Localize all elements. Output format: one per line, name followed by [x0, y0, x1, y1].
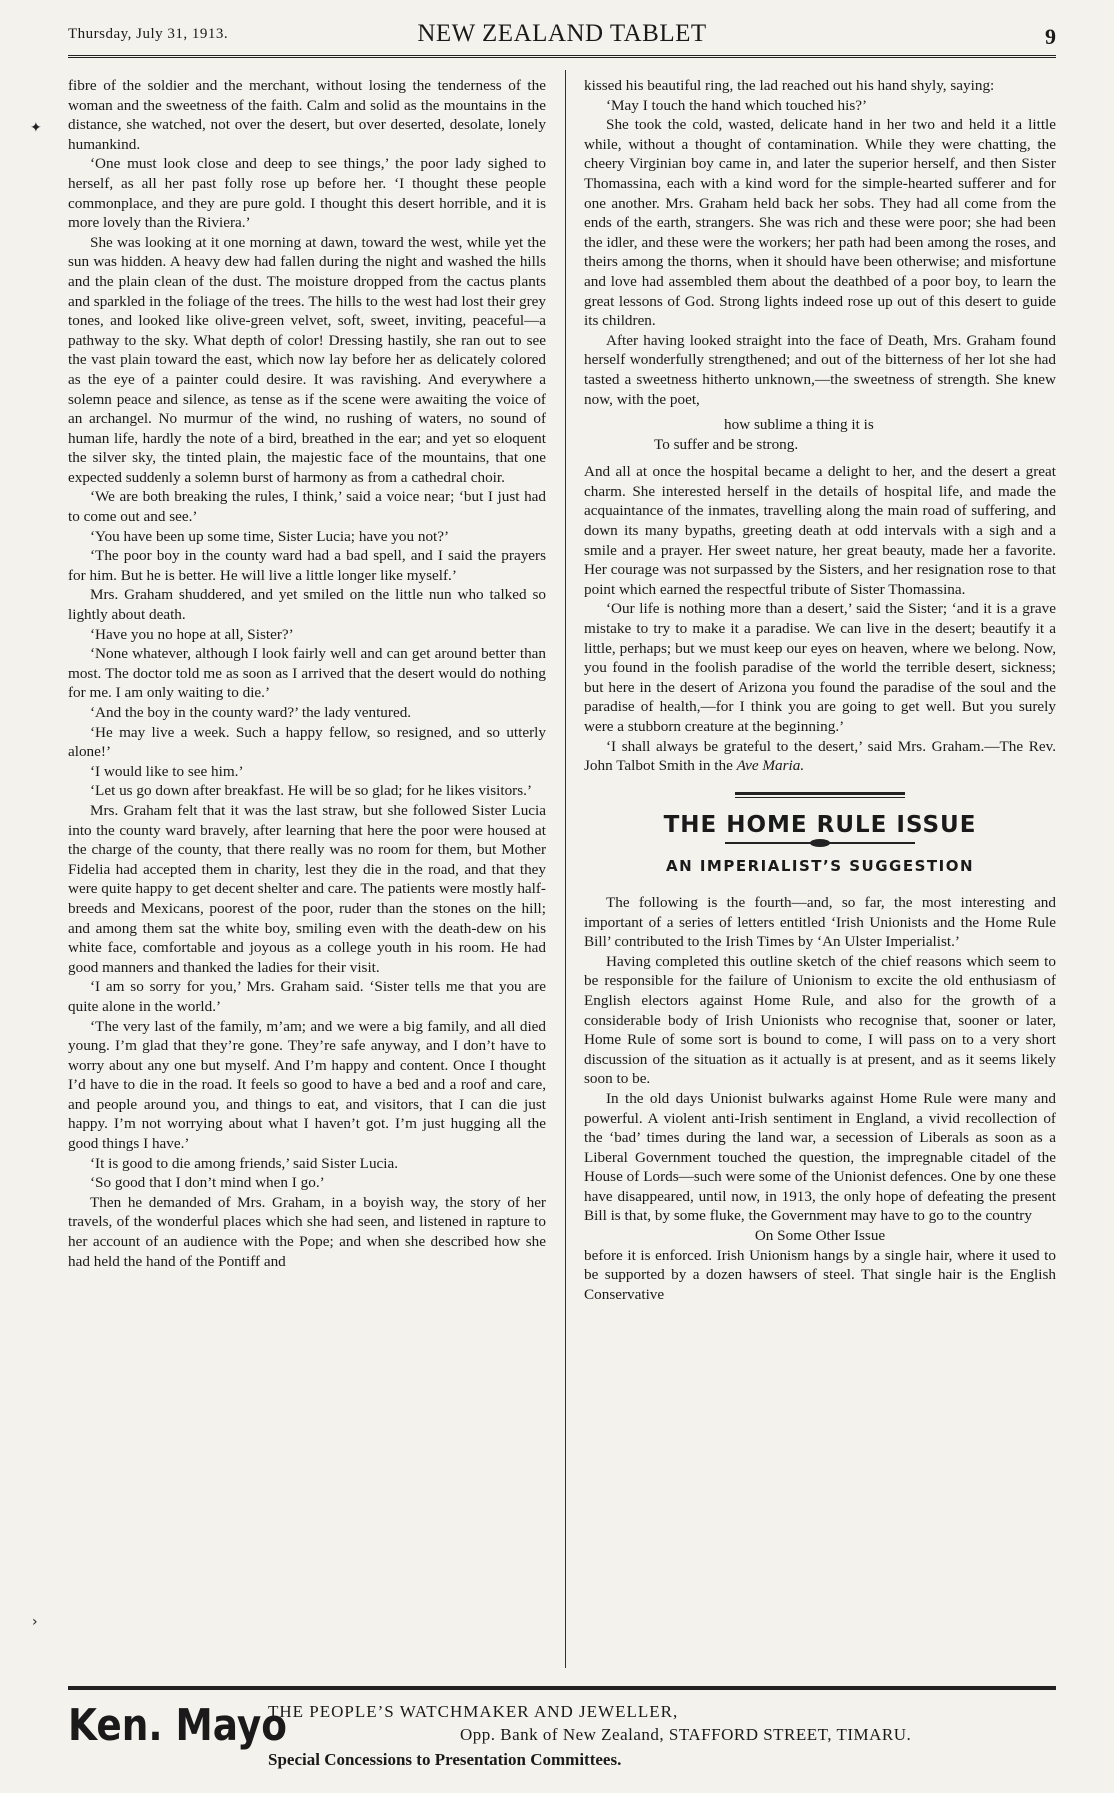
- paragraph: fibre of the soldier and the merchant, without losing the tenderness of the woman and the sweetness of the faith. Calm and solid as the mountains in the distance, she watched, not over the desert, but over deserted, desolate, lonely humankind.: [68, 77, 546, 153]
- issue-date: Thursday, July 31, 1913.: [68, 26, 229, 42]
- advertisement: [68, 1700, 1056, 1780]
- paragraph: ‘Have you no hope at all, Sister?’: [90, 625, 294, 643]
- left-column: [68, 76, 546, 1664]
- paragraph: kissed his beautiful ring, the lad reached out his hand shyly, saying:: [584, 77, 995, 94]
- paragraph: ‘You have been up some time, Sister Lucia; have you not?’: [90, 527, 450, 545]
- paragraph: And all at once the hospital became a delight to her, and the desert a great charm. She interested herself in the details of hospital life, and made the acquaintance of the inmates, travelling along the main road of suffering, and down its many bypaths, greeting death at odd intervals with a sigh and a smile and a prayer. Her sweet nature, her great beauty, made her a favorite. Her courage was not surpassed by the Sisters, and her resignation rose to that point which earned the respectful tribute of Sister Thomassina.: [584, 463, 1056, 598]
- paragraph: Then he demanded of Mrs. Graham, in a boyish way, the story of her travels, of the wonderful places which she had seen, and listened in rapture to her account of an audience with the Pope; and when she described how she had held the hand of the Pontiff and: [68, 1193, 546, 1270]
- paragraph: ‘And the boy in the county ward?’ the lady ventured.: [90, 704, 412, 721]
- paragraph: ‘None whatever, although I look fairly well and can get around better than most. The doctor told me as soon as I arrived that the desert would do nothing for me. I am only waiting to die.’: [68, 645, 546, 702]
- ad-tagline: THE PEOPLE’S WATCHMAKER AND JEWELLER,: [268, 1702, 679, 1721]
- right-column: [584, 76, 1056, 1664]
- paragraph: ‘Our life is nothing more than a desert,’ said the Sister; ‘and it is a grave mistake to try to make it a paradise. We can live in the desert; beautify it a little, perhaps; but we must keep our eyes on heaven, where we belong. Now, you found in the foolish paradise of the world the terrible desert, sickness; but here in the desert of Arizona you found the paradise of the soul and the paradise of health,—for I think you are going to get well. But you surely were a stubborn creature at the beginning.’: [584, 600, 1056, 735]
- source-publication: Ave Maria.: [736, 757, 805, 775]
- paragraph: ‘I would like to see him.’: [90, 762, 244, 780]
- paragraph: ‘May I touch the hand which touched his?’: [606, 96, 868, 114]
- ad-offer: Special Concessions to Presentation Committees.: [268, 1750, 622, 1769]
- paragraph: In the old days Unionist bulwarks against Home Rule were many and powerful. A violent anti-Irish sentiment in England, a vivid recollection of the ‘bad’ times during the land war, a secession of Liberals as soon as a Liberal Government touched the question, the impregnable citadel of the House of Lords—such were some of the Unionist defences. One by one these have disappeared, until now, in 1913, the only hope of defeating the present Bill is that, by some fluke, the Government may have to go to the country: [584, 1089, 1056, 1225]
- paragraph: ‘We are both breaking the rules, I think,’ said a voice near; ‘but I just had to come out and see.’: [68, 488, 546, 526]
- margin-mark: ›: [32, 1614, 38, 1630]
- paragraph: She was looking at it one morning at dawn, toward the west, while yet the sun was hidden. A heavy dew had fallen during the night and washed the hills and the plain clean of the dust. The moisture dropped from the cactus plants and sparkled in the foliage of the trees. The hills to the west had lost their grey tones, and looked like olive-green velvet, soft, sweet, inviting, peaceful—a pathway to the sky. What depth of color! Dressing hastily, she ran out to see the vast plain toward the east, which now lay before her as delicately colored as the eye of a painter could desire. It was ravishing. And everywhere a solemn peace and silence, as tense as if the scene were awaiting the voice of an archangel. No murmur of the wind, no rushing of waters, no sound of human life, hardly the note of a bird, breathed in the ear; and yet so eloquent the silver sky, the tinted plain, the majestic face of the mountains, that one expected suddenly a solemn burst of harmony as from a cathedral choir.: [68, 233, 546, 486]
- title-ornament: [725, 839, 915, 847]
- verse-line: how sublime a thing it is: [724, 416, 874, 434]
- paragraph: The following is the fourth—and, so far, the most interesting and important of a series of letters entitled ‘Irish Unionists and the Home Rule Bill’ contributed to the Irish Times by ‘An Ulster Imperialist.’: [584, 893, 1056, 951]
- column-divider: [565, 70, 566, 1668]
- ad-address: Opp. Bank of New Zealand, STAFFORD STREET, TIMARU.: [460, 1725, 912, 1744]
- paragraph: ‘Let us go down after breakfast. He will be so glad; for he likes visitors.’: [90, 782, 533, 800]
- paragraph: She took the cold, wasted, delicate hand in her two and held it a little while, without a thought of contamination. While they were chatting, the cheery Virginian boy came in, and later the superior herself, and then Sister Thomassina, each with a kind word for the simple-hearted sufferer and for one another. Mrs. Graham held back her sobs. They had all come from the ends of the earth, strangers. She was rich and these were poor; she had been the idler, and these were the workers; her path had been among the roses, and theirs among the thorns, when it should have been otherwise; and misfortune and love had assembled them about the deathbed of a poor boy, to learn the great lessons of God. Strong lights indeed rose up out of this desert to guide its children.: [584, 116, 1056, 330]
- closing-text: ‘I shall always be grateful to the desert,’ said Mrs. Graham.—The Rev. John Talbot Smith in the: [584, 737, 1056, 775]
- header-rule: [68, 55, 1056, 58]
- closing-paragraph: [584, 737, 1056, 776]
- paragraph: ‘The very last of the family, m’am; and we were a big family, and all died young. I’m glad that they’re gone. They’re safe anyway, and I don’t have to worry about any one but myself. And I’m happy and content. Once I thought I’d have to die in the road. It feels so good to have a bed and a roof and care, and people around you, and things to eat, and visitors, that I can die just happy. I’m not worrying about what I haven’t got. I’m just hugging all the good things I have.’: [68, 1017, 546, 1153]
- paragraph: before it is enforced. Irish Unionism hangs by a single hair, where it used to be supported by a dozen hawsers of steel. That single hair is the English Conservative: [584, 1246, 1056, 1303]
- paragraph: Mrs. Graham felt that it was the last straw, but she followed Sister Lucia into the county ward bravely, after learning that here the poor were housed at the charge of the county, that there really was no room for them, but Mother Fidelia had accepted them in charity, lest they die in the road, and that they were quite happy to get decent shelter and care. The patients were mostly half-breeds and Mexicans, poorest of the poor, ruder than the stones on the hill; and among them sat the white boy, smiling even with the death-dew on his white face, comfortable and joyous as a college youth in his room. He had good manners and thanked the ladies for their visit.: [68, 801, 546, 976]
- paragraph: ‘He may live a week. Such a happy fellow, so resigned, and so utterly alone!’: [68, 723, 546, 761]
- page-header: [68, 18, 1056, 54]
- margin-mark: ✦: [30, 120, 42, 136]
- article-subtitle: AN IMPERIALIST’S SUGGESTION: [665, 857, 975, 876]
- paragraph: ‘One must look close and deep to see things,’ the poor lady sighed to herself, as all her past folly rose up before her. ‘I thought these people commonplace, and they are pure gold. I thought this desert horrible, and it is more lovely than the Riviera.’: [68, 155, 546, 232]
- paragraph: After having looked straight into the face of Death, Mrs. Graham found herself wonderfully strengthened; and out of the bitterness of her lot she had tasted a sweetness hitherto unknown,—the sweetness of strength. She knew now, with the poet,: [584, 331, 1056, 408]
- verse-line: To suffer and be strong.: [654, 435, 799, 453]
- section-subheading: On Some Other Issue: [754, 1227, 886, 1245]
- page-number: 9: [1045, 24, 1056, 49]
- advertiser-brand: Ken. Mayo: [68, 1700, 287, 1751]
- paragraph: ‘I am so sorry for you,’ Mrs. Graham said. ‘Sister tells me that you are quite alone in the world.’: [68, 978, 546, 1015]
- paragraph: Mrs. Graham shuddered, and yet smiled on the little nun who talked so lightly about death.: [68, 586, 546, 624]
- verse-quote: [584, 415, 1056, 454]
- paragraph: ‘The poor boy in the county ward had a bad spell, and I said the prayers for him. But he is better. He will live a little longer like myself.’: [68, 547, 546, 584]
- masthead-title: NEW ZEALAND TABLET: [417, 20, 707, 47]
- article-title: THE HOME RULE ISSUE: [663, 811, 977, 838]
- paragraph: ‘It is good to die among friends,’ said Sister Lucia.: [90, 1154, 399, 1172]
- footer-rule: [68, 1686, 1056, 1690]
- paragraph: ‘So good that I don’t mind when I go.’: [90, 1174, 325, 1192]
- story-separator: [735, 792, 905, 798]
- paragraph: Having completed this outline sketch of the chief reasons which seem to be responsible for the failure of Unionism to excite the old enthusiasm of English electors against Home Rule, and also for the growth of a considerable body of Irish Unionists who recognise that, sooner or later, Home Rule of some sort is bound to come, I will pass on to a very short discussion of the situation as it actually is at present, and as it seems likely soon to be.: [584, 952, 1056, 1088]
